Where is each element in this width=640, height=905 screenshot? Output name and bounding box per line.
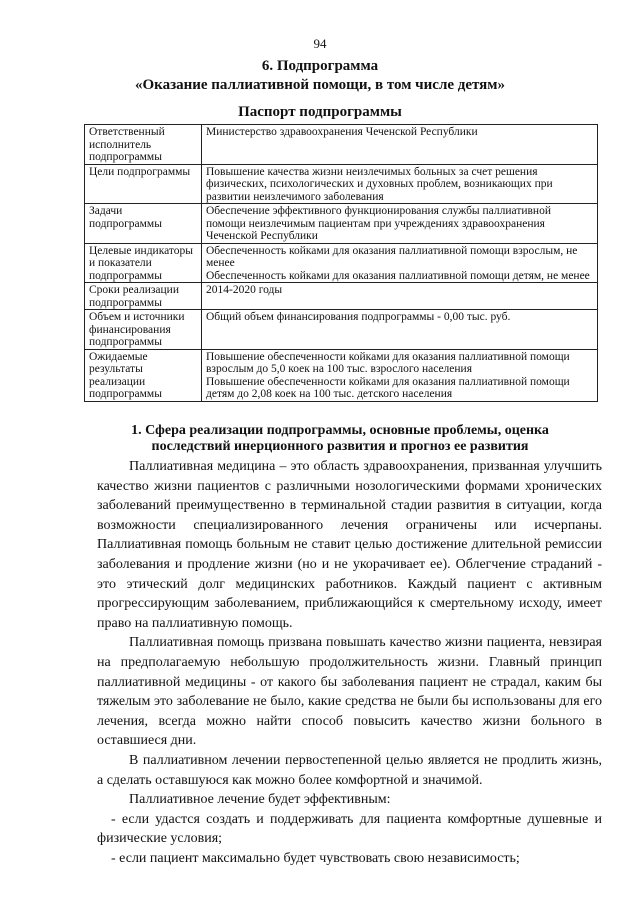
passport-value [202,283,598,310]
passport-value [202,349,598,401]
passport-row [85,349,598,401]
passport-value [202,243,598,283]
page-number: 94 [313,36,327,51]
paragraph: Паллиативная помощь призвана повышать качество жизни пациента, невзирая на предполагаемую небольшую продолжительность жизни. Главный принцип паллиативной медицины - от какого бы заболевания пациент не страдал, каким бы тяжелым это заболевание не было, какие средства не были бы использованы для его лечения, всегда можно найти способ повысить качество жизни больного в оставшиеся дни. [97,635,602,749]
passport-table [84,124,598,402]
passport-row [85,164,598,204]
passport-label: Сроки реализации подпрограммы [85,283,202,310]
passport-value-line: 2014-2020 годы [206,284,283,296]
passport-row [85,204,598,244]
passport-row [85,310,598,350]
subprogram-name: «Оказание паллиативной помощи, в том числе детям» [134,77,506,93]
passport-label: Цели подпрограммы [85,164,202,204]
passport-row [85,243,598,283]
paragraph: Паллиативная медицина – это область здравоохранения, призванная улучшить качество жизни пациентов с различными нозологическими формами хронических заболеваний преимущественно в терминальной стадии развития в ситуации, когда возможности специализированного лечения ограничены или исчерпаны. Паллиативная помощь больным не ставит целью достижение длительной ремиссии заболевания и продление жизни (но и не укорачивает ее). Облегчение страданий - это этический долг медицинских работников. Каждый пациент с активным прогрессирующим заболеванием, приближающийся к смертельному исходу, имеет право на паллиативную помощь. [97,459,602,631]
body-text [97,457,602,868]
passport-title: Паспорт подпрограммы [238,104,402,120]
passport-value-line: Обеспеченность койками для оказания паллиативной помощи взрослым, не менее [206,244,578,269]
passport-label: Ответственный исполнитель подпрограммы [85,125,202,165]
passport-label: Ожидаемые результаты реализации подпрограммы [85,349,202,401]
passport-label: Объем и источники финансирования подпрограммы [85,310,202,350]
passport-row [85,125,598,165]
passport-row [85,283,598,310]
passport-value [202,125,598,165]
paragraph: В паллиативном лечении первостепенной целью является не продлить жизнь, а сделать оставшуюся как можно более комфортной и значимой. [97,752,602,788]
subprogram-title: 6. Подпрограмма [261,58,379,74]
bullet-item: - если удастся создать и поддерживать для пациента комфортные душевные и физические условия; [97,811,602,847]
passport-value-line: Общий объем финансирования подпрограммы - 0,00 тыс. руб. [206,311,511,323]
passport-value-line: Повышение обеспеченности койками для оказания паллиативной помощи взрослым до 5,0 коек на 100 тыс. взрослого населения [206,350,570,375]
passport-value [202,164,598,204]
passport-value [202,204,598,244]
passport-label: Задачи подпрограммы [85,204,202,244]
passport-label: Целевые индикаторы и показатели подпрограммы [85,243,202,283]
passport-value-line: Министерство здравоохранения Чеченской Республики [206,126,478,138]
paragraph: Паллиативное лечение будет эффективным: [129,792,391,808]
bullet-item: - если пациент максимально будет чувствовать свою независимость; [111,850,520,866]
passport-value-line: Повышение обеспеченности койками для оказания паллиативной помощи детям до 2,08 коек на 100 тыс. детского населения [206,375,570,400]
passport-value [202,310,598,350]
passport-value-line: Повышение качества жизни неизлечимых больных за счет решения физических, психологических и духовных проблем, возникающих при развитии неизлечимого заболевания [206,165,553,203]
passport-value-line: Обеспечение эффективного функционирования службы паллиативной помощи неизлечимым пациентам при учреждениях здравоохранения Чеченской Республики [206,205,551,242]
section-heading: 1. Сфера реализации подпрограммы, основные проблемы, оценка последствий инерционного развития и прогноз ее развития [131,423,549,454]
passport-value-line: Обеспеченность койками для оказания паллиативной помощи детям, не менее [206,269,590,282]
